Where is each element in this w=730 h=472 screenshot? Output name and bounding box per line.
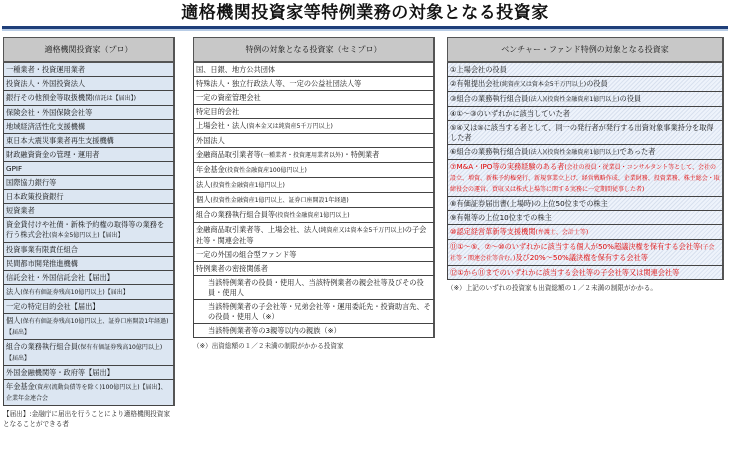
table-row <box>447 107 724 121</box>
row-label: 銀行その他預金等取扱機関 <box>6 93 93 102</box>
table-row <box>447 160 724 197</box>
row-label: 外国金融機関等・政府等【届出】 <box>6 368 114 377</box>
table-row <box>3 176 175 190</box>
table-row <box>193 208 435 223</box>
row-suffix: 及び20%～50%議決権を保有する会社等 <box>515 253 648 262</box>
table-row <box>193 105 435 119</box>
table-row <box>3 285 175 300</box>
row-label: 東日本大震災事業者再生支援機構 <box>6 136 114 145</box>
row-label: 外国法人 <box>196 136 225 145</box>
row-suffix: の役員 <box>619 94 642 103</box>
table-row <box>193 91 435 105</box>
row-qualifier: (子会社等・関連会社等含む。) <box>450 244 715 262</box>
table-row <box>3 63 175 77</box>
table-row <box>193 163 435 178</box>
row-label: 法人 <box>6 287 21 296</box>
table-row <box>447 266 724 280</box>
row-label: 一種業者・投資運用業者 <box>6 65 86 74</box>
table-row <box>447 240 724 266</box>
page-title: 適格機関投資家等特例業務の対象となる投資家 <box>181 3 549 23</box>
row-label: 保険会社・外国保険会社等 <box>6 108 93 117</box>
left-footnote: 【届出】:金融庁に届出を行うことにより適格機関投資家となることができる者 <box>3 410 171 428</box>
row-label: 金融商品取引業者等、上場会社、法人 <box>196 225 319 234</box>
table-row <box>3 314 175 340</box>
row-label: 短資業者 <box>6 206 35 215</box>
row-qualifier: (純資産又は資本金5千万円以上) <box>318 227 405 234</box>
column-header-semi-professional: 特例の対象となる投資家（セミプロ） <box>193 37 435 63</box>
row-qualifier: (法人)(投資性金融資産1億円以上) <box>528 96 620 103</box>
table-row <box>3 148 175 162</box>
row-qualifier: (資本金又は純資産5千万円以上) <box>246 123 333 130</box>
row-qualifier: (法人)(投資性金融資産1億円以上) <box>528 149 620 156</box>
row-label: ①上場会社の役員 <box>450 65 507 74</box>
column-header-professional: 適格機関投資家（プロ） <box>3 37 175 63</box>
table-row <box>3 300 175 314</box>
row-label: 民間都市開発推進機構 <box>6 259 78 268</box>
table-row <box>3 257 175 271</box>
table-row <box>193 148 435 163</box>
table-row <box>3 162 175 176</box>
table-row <box>3 366 175 380</box>
row-label: 国、日銀、地方公共団体 <box>196 65 276 74</box>
table-row <box>3 204 175 218</box>
table-row <box>193 63 435 77</box>
table-row <box>447 121 724 145</box>
row-label: 個人 <box>6 316 21 325</box>
row-label: 法人 <box>196 180 211 189</box>
row-label: 年金基金 <box>196 165 225 174</box>
table-row <box>193 324 435 338</box>
row-suffix: ・特例業者 <box>343 150 380 159</box>
row-qualifier: (資本金5億円以上)【届出】 <box>49 232 124 239</box>
row-label: 一定の特定目的会社【届出】 <box>6 302 100 311</box>
row-label: 日本政策投資銀行 <box>6 192 64 201</box>
row-label: 当該特例業者等の3親等以内の親族（※） <box>208 326 341 335</box>
table-row <box>193 276 435 300</box>
row-qualifier: (資産(流動負債等を除く)100億円以上)【届出】、企業年金連合会 <box>6 384 167 402</box>
row-qualifier: (信託は【届出】) <box>92 95 136 102</box>
table-row <box>3 134 175 148</box>
table-row <box>3 120 175 134</box>
table-row <box>3 271 175 285</box>
table-row <box>3 218 175 243</box>
row-qualifier: (投資性金融資産1億円以上) <box>210 182 285 189</box>
row-label: 金融商品取引業者等 <box>196 150 261 159</box>
table-row <box>447 63 724 77</box>
left-rows <box>3 63 175 406</box>
row-suffix: の役員 <box>586 79 608 88</box>
row-label: ②有報提出会社 <box>450 79 500 88</box>
row-label: ④①～③のいずれかに該当していた者 <box>450 109 570 118</box>
table-row <box>447 77 724 92</box>
table-row <box>193 178 435 193</box>
table-row <box>193 119 435 134</box>
table-row <box>3 380 175 406</box>
table-row <box>193 300 435 324</box>
row-qualifier: (保有有価証券残高10億円以上)【届出】 <box>6 344 163 362</box>
table-row <box>193 134 435 148</box>
table-row <box>3 340 175 366</box>
row-qualifier: (投資性金融資産100億円以上) <box>224 167 307 174</box>
table-row <box>193 193 435 208</box>
row-suffix: の子会社等・関連会社等 <box>196 225 427 245</box>
row-qualifier: (純資産又は資本金5千万円以上) <box>499 81 587 88</box>
table-row <box>193 77 435 91</box>
row-qualifier: (保有有価証券残高10億円以上、証券口座開設1年経過)【届出】 <box>6 318 169 336</box>
table-row <box>3 91 175 106</box>
row-label: 特例業者の密接関係者 <box>196 264 268 273</box>
title-divider-accent <box>2 29 728 31</box>
row-label: ⑦M&A・IPO等の実務経験のある者 <box>450 162 565 171</box>
row-qualifier: (会社の役員・従業員・コンサルタント等として、会社の設立、増資、新株予約権発行、新規事業立上げ、経営戦略作成、企業財務、投資業務、株主総会・取締役会の運営、買収又は株式上場等に関する実務に一定期間従事した者) <box>450 164 720 193</box>
table-row <box>447 197 724 211</box>
row-suffix: であった者 <box>619 147 656 156</box>
row-label: ⑪①～⑤、⑦～⑩のいずれかに該当する個人が50%超議決権を保有する会社等 <box>450 242 701 251</box>
row-label: 個人 <box>196 195 211 204</box>
middle-footnote: （※）出資総額の１／２未満の制限がかかる投資家 <box>193 342 344 350</box>
row-label: 資金貸付けや社債・新株予約権の取得等の業務を行う株式会社 <box>6 220 165 239</box>
table-row <box>193 248 435 262</box>
row-label: 特殊法人・独立行政法人等、一定の公益社団法人等 <box>196 79 362 88</box>
table-row <box>447 211 724 225</box>
row-label: GPIF <box>6 164 23 173</box>
row-label: 当該特例業者の役員・使用人、当該特例業者の親会社等及びその役員・使用人 <box>208 278 424 297</box>
right-rows <box>447 63 724 280</box>
table-row <box>193 223 435 248</box>
column-header-venture-fund: ベンチャー・ファンド特例の対象となる投資家 <box>447 37 724 63</box>
row-label: 上場会社・法人 <box>196 121 247 130</box>
table-row <box>193 262 435 276</box>
right-footnote: （※）上記のいずれの投資家も出資総額の１／２未満の制限がかかる。 <box>447 284 657 292</box>
row-label: 一定の資産管理会社 <box>196 93 261 102</box>
table-row <box>3 190 175 204</box>
table-row <box>3 243 175 257</box>
table-row <box>3 106 175 120</box>
row-label: 国際協力銀行等 <box>6 178 57 187</box>
row-label: 組合の業務執行組合員等 <box>196 210 276 219</box>
row-label: 地域経済活性化支援機構 <box>6 122 86 131</box>
row-label: ③組合の業務執行組合員 <box>450 94 529 103</box>
row-label: 投資法人・外国投資法人 <box>6 79 86 88</box>
row-label: ⑫①から⑪までのいずれかに該当する会社等の子会社等又は関連会社等 <box>450 268 680 277</box>
row-qualifier: (保有有価証券残高10億円以上)【届出】 <box>20 289 129 296</box>
row-label: ⑧有価証券届出書(上場時)の上位50位までの株主 <box>450 199 608 208</box>
row-label: 投資事業有限責任組合 <box>6 245 78 254</box>
row-label: ⑤④又は⑤に該当する者として、同一の発行者が発行する出資対象事業持分を取得した者 <box>450 123 714 142</box>
semi-professional-investors-table <box>193 37 435 351</box>
row-label: ⑥組合の業務執行組合員 <box>450 147 529 156</box>
row-qualifier: (弁護士、会計士等) <box>535 229 589 236</box>
row-label: ⑩認定経営革新等支援機関 <box>450 227 536 236</box>
row-qualifier: (投資性金融資産1億円以上) <box>275 212 350 219</box>
row-label: 財政融資資金の管理・運用者 <box>6 150 100 159</box>
row-label: 一定の外国の組合型ファンド等 <box>196 250 297 259</box>
row-qualifier: (投資性金融資産1億円以上、証券口座開設1年経過) <box>210 197 349 204</box>
table-row <box>447 225 724 240</box>
venture-fund-investors-table <box>447 37 724 293</box>
middle-rows <box>193 63 435 338</box>
row-label: 信託会社・外国信託会社【届出】 <box>6 273 114 282</box>
qualified-institutional-investors-table <box>3 37 175 429</box>
row-label: ⑨有報等の上位10位までの株主 <box>450 213 552 222</box>
row-label: 当該特例業者の子会社等・兄弟会社等・運用委託先・投資助言先、その役員・使用人（※） <box>208 302 431 321</box>
row-qualifier: (一種業者・投資運用業者以外) <box>260 152 344 159</box>
row-label: 特定目的会社 <box>196 107 240 116</box>
table-row <box>447 92 724 107</box>
row-label: 年金基金 <box>6 382 35 391</box>
table-row <box>3 77 175 91</box>
table-row <box>447 145 724 160</box>
row-label: 組合の業務執行組合員 <box>6 342 78 351</box>
